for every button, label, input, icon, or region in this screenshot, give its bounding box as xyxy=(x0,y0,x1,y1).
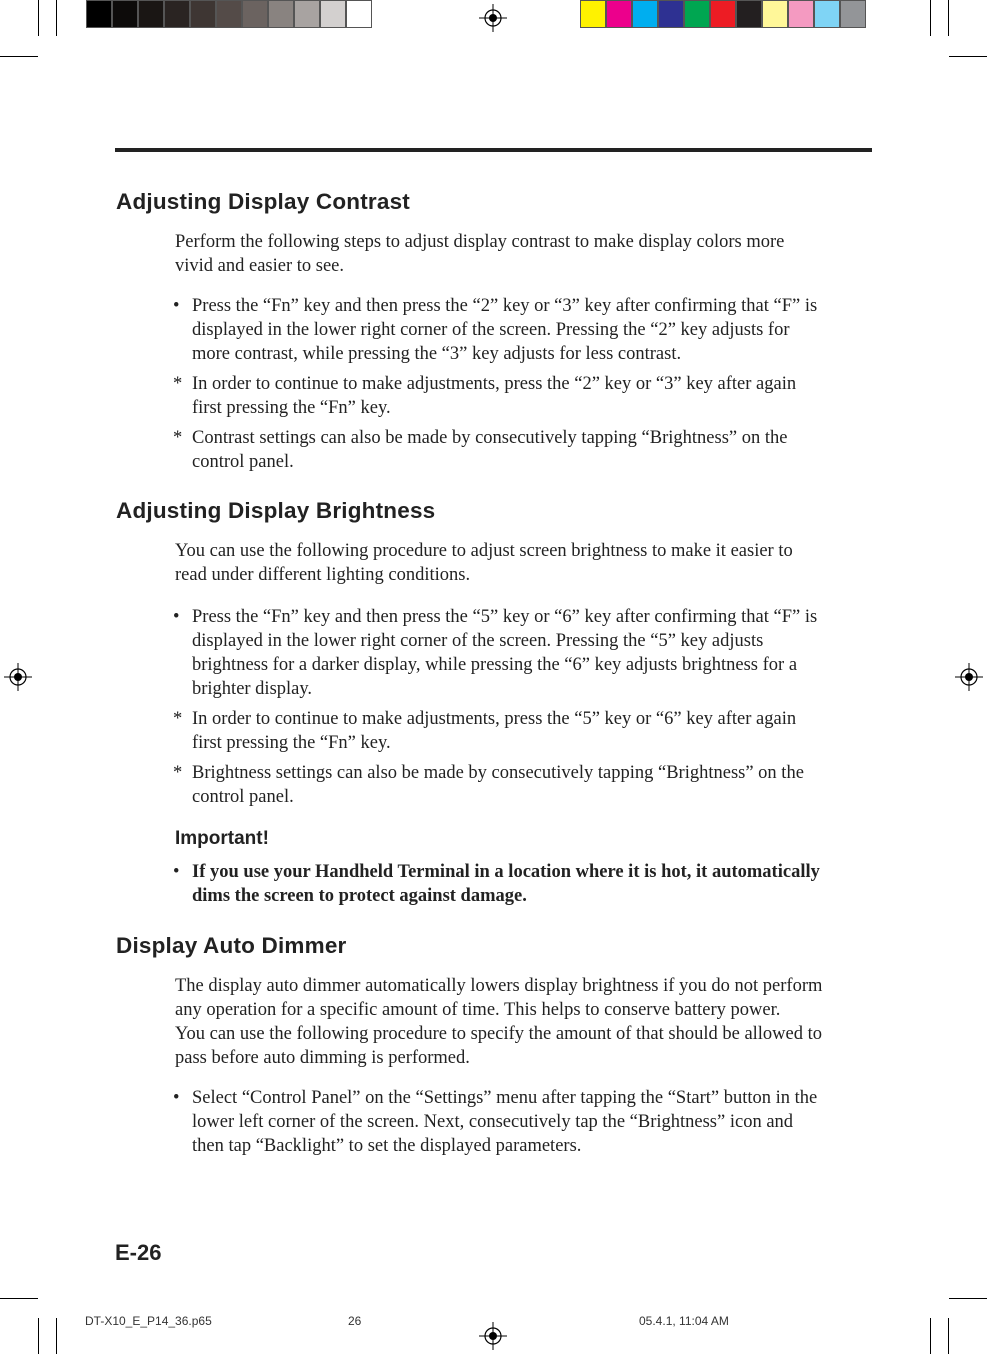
text-line: dims the screen to protect against damage. xyxy=(192,886,527,906)
brightness-item-3 xyxy=(175,761,870,809)
text-line: control panel. xyxy=(192,787,294,807)
color-swatch xyxy=(86,0,112,28)
asterisk-marker: * xyxy=(173,428,183,448)
dimmer-item-1 xyxy=(175,1086,870,1158)
crop-mark xyxy=(948,0,949,36)
text-line: Perform the following steps to adjust display contrast to make display colors more xyxy=(175,232,785,252)
brightness-intro xyxy=(175,539,875,587)
text-line: Press the “Fn” key and then press the “2” key or “3” key after confirming that “F” is xyxy=(192,296,818,316)
footer-filename: DT-X10_E_P14_36.p65 xyxy=(85,1314,212,1328)
section-heading-contrast: Adjusting Display Contrast xyxy=(116,189,410,214)
crop-mark xyxy=(56,1318,57,1354)
bullet-marker: • xyxy=(173,862,180,882)
color-swatch xyxy=(320,0,346,28)
crop-mark xyxy=(38,0,39,36)
registration-mark-icon xyxy=(4,663,32,691)
color-swatch xyxy=(736,0,762,28)
color-swatch xyxy=(632,0,658,28)
color-swatch xyxy=(606,0,632,28)
registration-mark-icon xyxy=(479,4,507,32)
text-line: control panel. xyxy=(192,452,294,472)
color-swatch xyxy=(658,0,684,28)
text-line: You can use the following procedure to adjust screen brightness to make it easier to xyxy=(175,541,793,561)
crop-mark xyxy=(949,1298,987,1299)
crop-mark xyxy=(56,0,57,36)
color-swatch xyxy=(294,0,320,28)
text-line: first pressing the “Fn” key. xyxy=(192,398,391,418)
bullet-marker: • xyxy=(173,1088,180,1108)
color-swatch xyxy=(788,0,814,28)
brightness-item-1 xyxy=(175,605,870,701)
color-swatch xyxy=(762,0,788,28)
contrast-intro xyxy=(175,230,875,278)
header-rule xyxy=(115,148,872,152)
text-line: first pressing the “Fn” key. xyxy=(192,733,391,753)
text-line: lower left corner of the screen. Next, consecutively tap the “Brightness” icon and xyxy=(192,1112,794,1132)
color-swatch xyxy=(814,0,840,28)
color-swatch xyxy=(164,0,190,28)
bullet-marker: • xyxy=(173,296,180,316)
text-line: You can use the following procedure to specify the amount of that should be allowed to xyxy=(175,1024,823,1044)
color-bar xyxy=(580,0,866,30)
text-line: If you use your Handheld Terminal in a location where it is hot, it automatically xyxy=(192,862,820,882)
crop-mark xyxy=(948,1318,949,1354)
text-line: In order to continue to make adjustments, press the “2” key or “3” key after again xyxy=(192,374,797,394)
color-swatch xyxy=(112,0,138,28)
text-line: Contrast settings can also be made by consecutively tapping “Brightness” on the xyxy=(192,428,788,448)
dimmer-intro xyxy=(175,974,875,1070)
color-swatch xyxy=(684,0,710,28)
bullet-marker: • xyxy=(173,607,180,627)
text-line: more contrast, while pressing the “3” key adjusts for less contrast. xyxy=(192,344,682,364)
color-swatch xyxy=(190,0,216,28)
brightness-item-2 xyxy=(175,707,870,755)
text-line: then tap “Backlight” to set the displayed parameters. xyxy=(192,1136,582,1156)
color-swatch xyxy=(710,0,736,28)
text-line: vivid and easier to see. xyxy=(175,256,345,276)
registration-mark-icon xyxy=(955,663,983,691)
color-swatch xyxy=(242,0,268,28)
text-line: Select “Control Panel” on the “Settings” menu after tapping the “Start” button in the xyxy=(192,1088,818,1108)
crop-mark xyxy=(38,1318,39,1354)
section-heading-brightness: Adjusting Display Brightness xyxy=(116,498,436,523)
text-line: displayed in the lower right corner of the screen. Pressing the “5” key adjusts xyxy=(192,631,764,651)
footer-page: 26 xyxy=(348,1314,362,1328)
crop-mark xyxy=(930,1318,931,1354)
color-swatch xyxy=(580,0,606,28)
gray-color-bar xyxy=(86,0,372,30)
text-line: displayed in the lower right corner of the screen. Pressing the “2” key adjusts for xyxy=(192,320,790,340)
important-item xyxy=(175,860,870,908)
important-label: Important! xyxy=(175,828,269,849)
contrast-item-1 xyxy=(175,294,870,366)
page-number: E-26 xyxy=(115,1240,162,1265)
text-line: any operation for a specific amount of time. This helps to conserve battery power. xyxy=(175,1000,781,1020)
text-line: The display auto dimmer automatically lowers display brightness if you do not perform xyxy=(175,976,823,996)
registration-mark-icon xyxy=(479,1322,507,1350)
crop-mark xyxy=(0,1298,38,1299)
section-heading-dimmer: Display Auto Dimmer xyxy=(116,933,347,958)
text-line: read under different lighting conditions. xyxy=(175,565,471,585)
color-swatch xyxy=(138,0,164,28)
asterisk-marker: * xyxy=(173,709,183,729)
color-swatch xyxy=(268,0,294,28)
text-line: Brightness settings can also be made by consecutively tapping “Brightness” on the xyxy=(192,763,804,783)
text-line: In order to continue to make adjustments, press the “5” key or “6” key after again xyxy=(192,709,797,729)
color-swatch xyxy=(346,0,372,28)
color-swatch xyxy=(216,0,242,28)
text-line: brightness for a darker display, while pressing the “6” key adjusts brightness for a xyxy=(192,655,798,675)
contrast-item-3 xyxy=(175,426,870,474)
crop-mark xyxy=(930,0,931,36)
color-swatch xyxy=(840,0,866,28)
text-line: Press the “Fn” key and then press the “5” key or “6” key after confirming that “F” is xyxy=(192,607,818,627)
crop-mark xyxy=(949,56,987,57)
contrast-item-2 xyxy=(175,372,870,420)
footer-timestamp: 05.4.1, 11:04 AM xyxy=(639,1314,729,1328)
asterisk-marker: * xyxy=(173,763,183,783)
text-line: pass before auto dimming is performed. xyxy=(175,1048,470,1068)
crop-mark xyxy=(0,56,38,57)
asterisk-marker: * xyxy=(173,374,183,394)
text-line: brighter display. xyxy=(192,679,313,699)
